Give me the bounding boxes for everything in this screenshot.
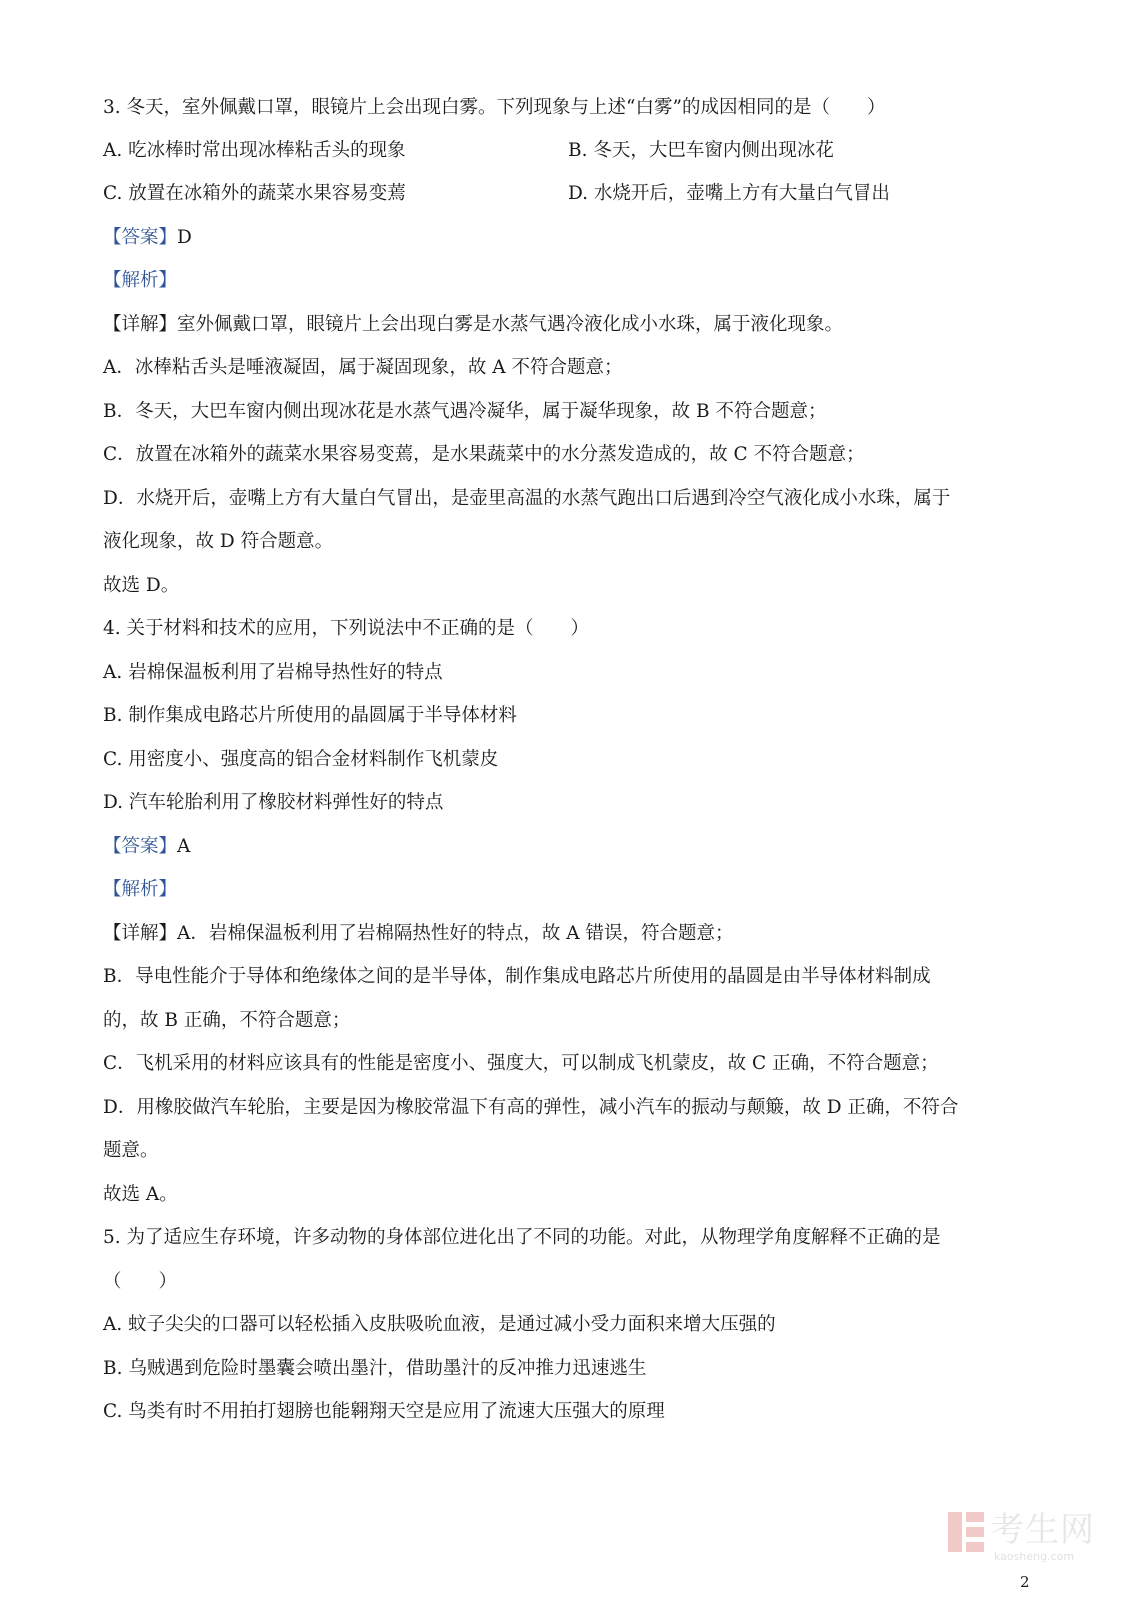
q3-option-b: B. 冬天，大巴车窗内侧出现冰花 bbox=[568, 140, 834, 161]
q4-conclusion: 故选 A。 bbox=[103, 1184, 178, 1205]
q4-option-b: B. 制作集成电路芯片所使用的晶圆属于半导体材料 bbox=[103, 705, 517, 726]
detail-tag: 【详解】 bbox=[103, 923, 178, 944]
question-4-stem: 4. 关于材料和技术的应用，下列说法中不正确的是（ ） bbox=[103, 618, 590, 639]
answer-value: A bbox=[177, 836, 191, 857]
q5-option-c: C. 鸟类有时不用拍打翅膀也能翱翔天空是应用了流速大压强大的原理 bbox=[103, 1401, 665, 1422]
question-5-stem-cont: （ ） bbox=[103, 1271, 178, 1292]
q3-option-a: A. 吃冰棒时常出现冰棒粘舌头的现象 bbox=[103, 140, 406, 161]
q4-explain-b-cont: 的，故 B 正确，不符合题意； bbox=[103, 1010, 351, 1031]
q4-explain-d-cont: 题意。 bbox=[103, 1140, 159, 1161]
q4-option-a: A. 岩棉保温板利用了岩棉导热性好的特点 bbox=[103, 662, 443, 683]
q3-option-c: C. 放置在冰箱外的蔬菜水果容易变蔫 bbox=[103, 183, 406, 204]
q3-answer bbox=[103, 225, 192, 251]
q4-explain-d: D．用橡胶做汽车轮胎，主要是因为橡胶常温下有高的弹性，减小汽车的振动与颠簸，故 D 正确，不符合 bbox=[103, 1097, 959, 1118]
q4-answer bbox=[103, 834, 190, 860]
q4-explain-b: B．导电性能介于导体和绝缘体之间的是半导体，制作集成电路芯片所使用的晶圆是由半导体材料制成 bbox=[103, 966, 931, 987]
answer-tag: 【答案】 bbox=[103, 227, 178, 248]
q3-explain-d: D．水烧开后，壶嘴上方有大量白气冒出，是壶里高温的水蒸气跑出口后遇到冷空气液化成小水珠，属于 bbox=[103, 488, 951, 509]
q5-option-a: A. 蚊子尖尖的口器可以轻松插入皮肤吸吮血液，是通过减小受力面积来增大压强的 bbox=[103, 1314, 776, 1335]
q4-option-d: D. 汽车轮胎利用了橡胶材料弹性好的特点 bbox=[103, 792, 444, 813]
logo-subtext: kaosheng.com bbox=[994, 1550, 1075, 1563]
detail-text: A．岩棉保温板利用了岩棉隔热性好的特点，故 A 错误，符合题意； bbox=[177, 923, 734, 944]
q3-option-d: D. 水烧开后，壶嘴上方有大量白气冒出 bbox=[568, 183, 890, 204]
q4-option-c: C. 用密度小、强度高的铝合金材料制作飞机蒙皮 bbox=[103, 749, 499, 770]
q4-detail bbox=[103, 921, 734, 947]
q3-conclusion: 故选 D。 bbox=[103, 575, 180, 596]
q3-explain-d-cont: 液化现象，故 D 符合题意。 bbox=[103, 531, 334, 552]
answer-value: D bbox=[177, 227, 192, 248]
q3-explain-a: A．冰棒粘舌头是唾液凝固，属于凝固现象，故 A 不符合题意； bbox=[103, 357, 623, 378]
q3-explain-b: B．冬天，大巴车窗内侧出现冰花是水蒸气遇冷凝华，属于凝华现象，故 B 不符合题意； bbox=[103, 401, 827, 422]
logo-text: 考生网 bbox=[990, 1510, 1095, 1550]
detail-text: 室外佩戴口罩，眼镜片上会出现白雾是水蒸气遇冷液化成小水珠，属于液化现象。 bbox=[177, 314, 844, 335]
q3-analysis-tag: 【解析】 bbox=[103, 270, 178, 291]
page-number: 2 bbox=[1020, 1573, 1030, 1591]
watermark-logo bbox=[948, 1510, 1098, 1565]
q5-option-b: B. 乌贼遇到危险时墨囊会喷出墨汁，借助墨汁的反冲推力迅速逃生 bbox=[103, 1358, 647, 1379]
logo-mark-icon bbox=[948, 1512, 984, 1552]
q4-analysis-tag: 【解析】 bbox=[103, 879, 178, 900]
q4-explain-c: C．飞机采用的材料应该具有的性能是密度小、强度大，可以制成飞机蒙皮，故 C 正确，不符合题意； bbox=[103, 1053, 939, 1074]
detail-tag: 【详解】 bbox=[103, 314, 178, 335]
q3-explain-c: C．放置在冰箱外的蔬菜水果容易变蔫，是水果蔬菜中的水分蒸发造成的，故 C 不符合题意； bbox=[103, 444, 865, 465]
question-5-stem: 5. 为了适应生存环境，许多动物的身体部位进化出了不同的功能。对此，从物理学角度解释不正确的是 bbox=[103, 1227, 941, 1248]
q3-detail bbox=[103, 312, 843, 338]
answer-tag: 【答案】 bbox=[103, 836, 178, 857]
question-3-stem: 3. 冬天，室外佩戴口罩，眼镜片上会出现白雾。下列现象与上述“白雾”的成因相同的是（ ） bbox=[103, 97, 886, 118]
